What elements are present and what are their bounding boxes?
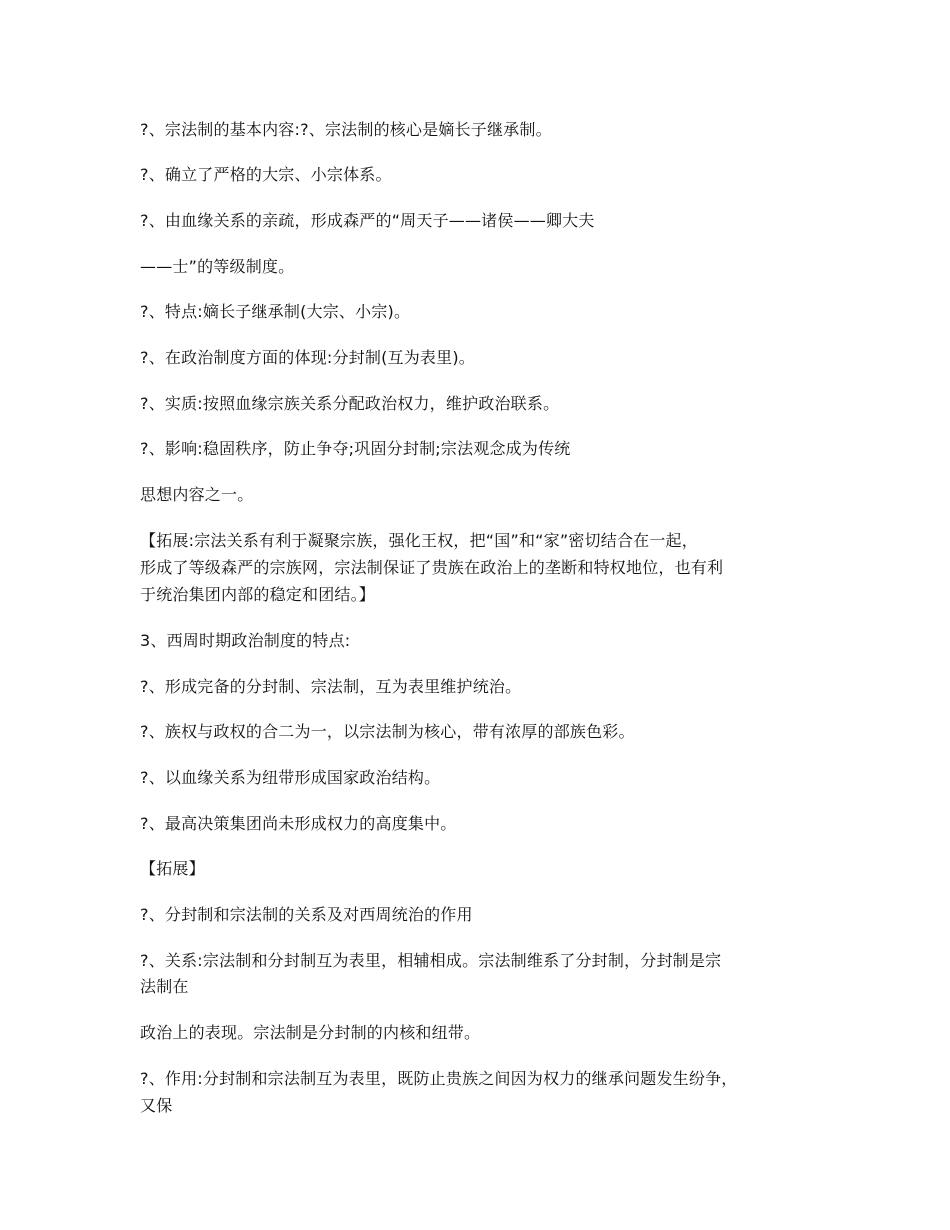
text-line: 法制在: [140, 977, 189, 996]
text-line: ?、作用:分封制和宗法制互为表里，既防止贵族之间因为权力的继承问题发生纷争，: [140, 1069, 738, 1088]
text-line: ?、宗法制的基本内容:?、宗法制的核心是嫡长子继承制。: [140, 120, 552, 139]
text-line: ?、由血缘关系的亲疏，形成森严的“周天子——诸侯——卿大夫: [140, 211, 595, 230]
extension-note-line: 【拓展:宗法关系有利于凝聚宗族，强化王权，把“国”和“家”密切结合在一起，: [140, 531, 698, 550]
text-line: 政治上的表现。宗法制是分封制的内核和纽带。: [140, 1023, 481, 1042]
text-line: ?、关系:宗法制和分封制互为表里，相辅相成。宗法制维系了分封制，分封制是宗: [140, 951, 722, 970]
extension-heading: 【拓展】: [140, 859, 205, 878]
section-heading: 3、西周时期政治制度的特点:: [140, 631, 351, 650]
text-line: ?、确立了严格的大宗、小宗体系。: [140, 165, 392, 184]
text-line: ——士”的等级制度。: [140, 257, 295, 276]
text-line: ?、影响:稳固秩序，防止争夺;巩固分封制;宗法观念成为传统: [140, 439, 571, 458]
text-line: ?、在政治制度方面的体现:分封制(互为表里)。: [140, 348, 475, 367]
text-line: ?、最高决策集团尚未形成权力的高度集中。: [140, 814, 457, 833]
text-line: ?、以血缘关系为纽带形成国家政治结构。: [140, 768, 441, 787]
extension-note-line: 于统治集团内部的稳定和团结。】: [140, 585, 376, 604]
text-line: ?、族权与政权的合二为一，以宗法制为核心，带有浓厚的部族色彩。: [140, 722, 635, 741]
text-line: ?、特点:嫡长子继承制(大宗、小宗)。: [140, 302, 411, 321]
text-line: ?、分封制和宗法制的关系及对西周统治的作用: [140, 905, 473, 924]
text-line: ?、实质:按照血缘宗族关系分配政治权力，维护政治联系。: [140, 394, 560, 413]
text-line: 又保: [140, 1096, 173, 1115]
text-line: ?、形成完备的分封制、宗法制，互为表里维护统治。: [140, 677, 522, 696]
extension-note-line: 形成了等级森严的宗族网，宗法制保证了贵族在政治上的垄断和特权地位，也有利: [140, 558, 724, 577]
text-line: 思想内容之一。: [140, 485, 254, 504]
